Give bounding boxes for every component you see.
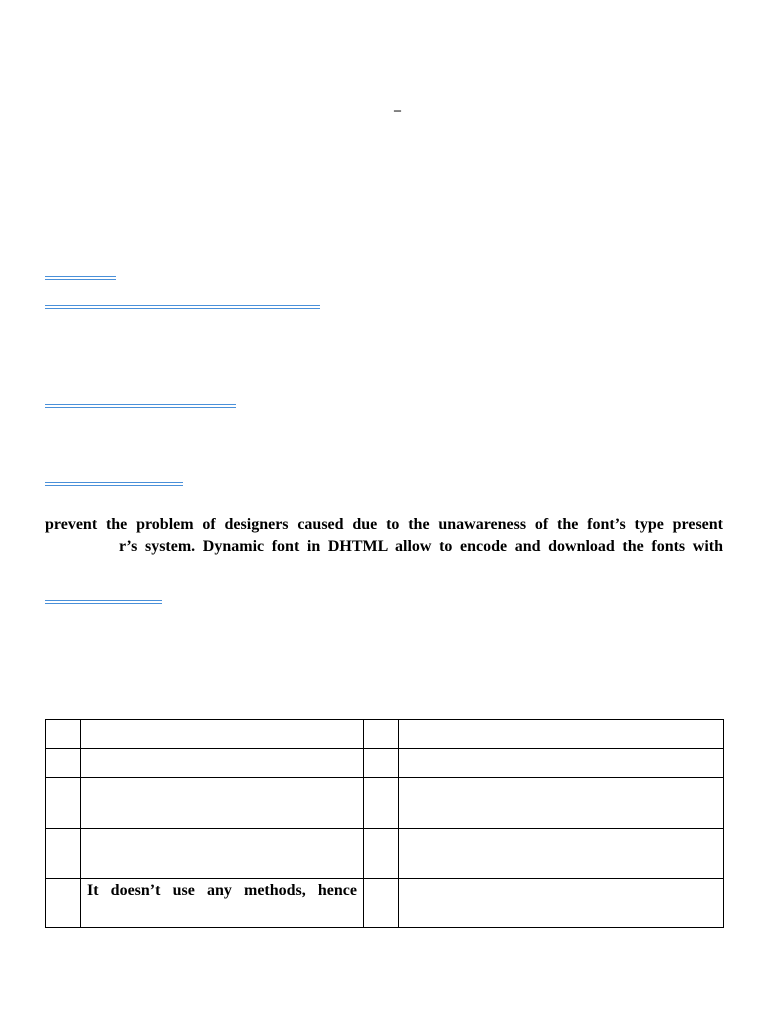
table-cell xyxy=(81,749,364,778)
table-cell xyxy=(46,720,81,749)
table-cell xyxy=(81,778,364,829)
header-dash: – xyxy=(394,103,401,118)
table-cell xyxy=(364,778,399,829)
table-cell xyxy=(364,829,399,879)
table-cell xyxy=(46,778,81,829)
table-cell xyxy=(399,879,724,928)
body-text-line-1: prevent the problem of designers caused due to the unawareness of the font’s type present xyxy=(45,516,723,533)
table-row xyxy=(46,829,724,879)
table-cell xyxy=(399,778,724,829)
table-row xyxy=(46,720,724,749)
hyperlink-1[interactable] xyxy=(45,276,116,280)
table-cell xyxy=(46,829,81,879)
table-cell xyxy=(46,879,81,928)
table-row xyxy=(46,778,724,829)
table-row xyxy=(46,879,724,928)
table-cell xyxy=(364,749,399,778)
hyperlink-4[interactable] xyxy=(45,482,183,486)
table-cell xyxy=(81,829,364,879)
table-row xyxy=(46,749,724,778)
body-text-line-2: r’s system. Dynamic font in DHTML allow to encode and download the fonts with xyxy=(119,538,723,555)
table-cell xyxy=(399,720,724,749)
table-cell xyxy=(364,720,399,749)
table-cell xyxy=(46,749,81,778)
comparison-table xyxy=(45,719,724,928)
table-cell xyxy=(399,749,724,778)
table-cell: It doesn’t use any methods, hence xyxy=(81,879,364,928)
table-cell xyxy=(399,829,724,879)
hyperlink-5[interactable] xyxy=(45,600,162,604)
table-cell xyxy=(81,720,364,749)
hyperlink-2[interactable] xyxy=(45,305,320,309)
table-cell xyxy=(364,879,399,928)
hyperlink-3[interactable] xyxy=(45,404,236,408)
